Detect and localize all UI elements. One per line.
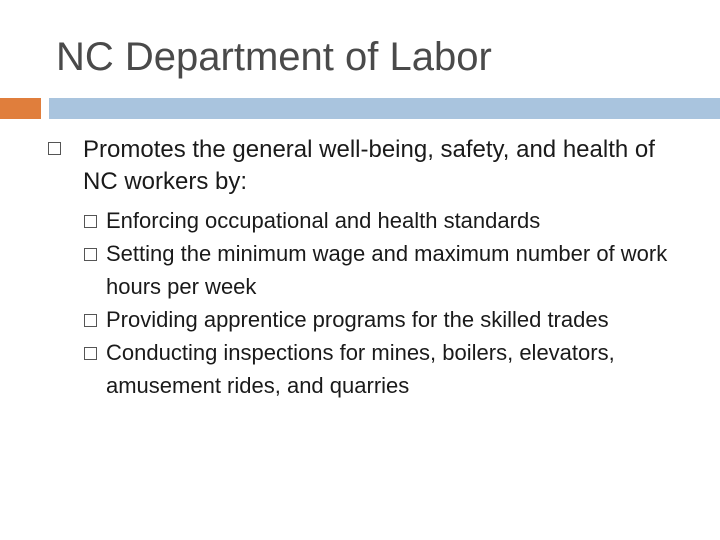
sub-bullet-text: Providing apprentice programs for the skilled trades [106, 307, 609, 332]
sub-bullet-text: Setting the minimum wage and maximum number of work hours per week [106, 241, 668, 299]
hollow-square-bullet-icon [84, 248, 97, 261]
sub-bullet-item [84, 303, 694, 336]
sub-bullet-text: Conducting inspections for mines, boilers, elevators, amusement rides, and quarries [106, 340, 615, 398]
sub-bullet-item [84, 237, 694, 303]
accent-bar-orange [0, 98, 41, 119]
main-bullet-text: Promotes the general well-being, safety, and health of NC workers by: [83, 136, 655, 195]
sub-bullet-list [84, 204, 694, 402]
accent-bar-blue [49, 98, 720, 119]
hollow-square-bullet-icon [84, 215, 97, 228]
hollow-square-bullet-icon [84, 314, 97, 327]
slide-title: NC Department of Labor [56, 35, 492, 79]
hollow-square-bullet-icon [84, 347, 97, 360]
sub-bullet-item [84, 204, 694, 237]
hollow-square-bullet-icon [48, 142, 61, 155]
sub-bullet-item [84, 336, 694, 402]
sub-bullet-text: Enforcing occupational and health standards [106, 208, 541, 233]
